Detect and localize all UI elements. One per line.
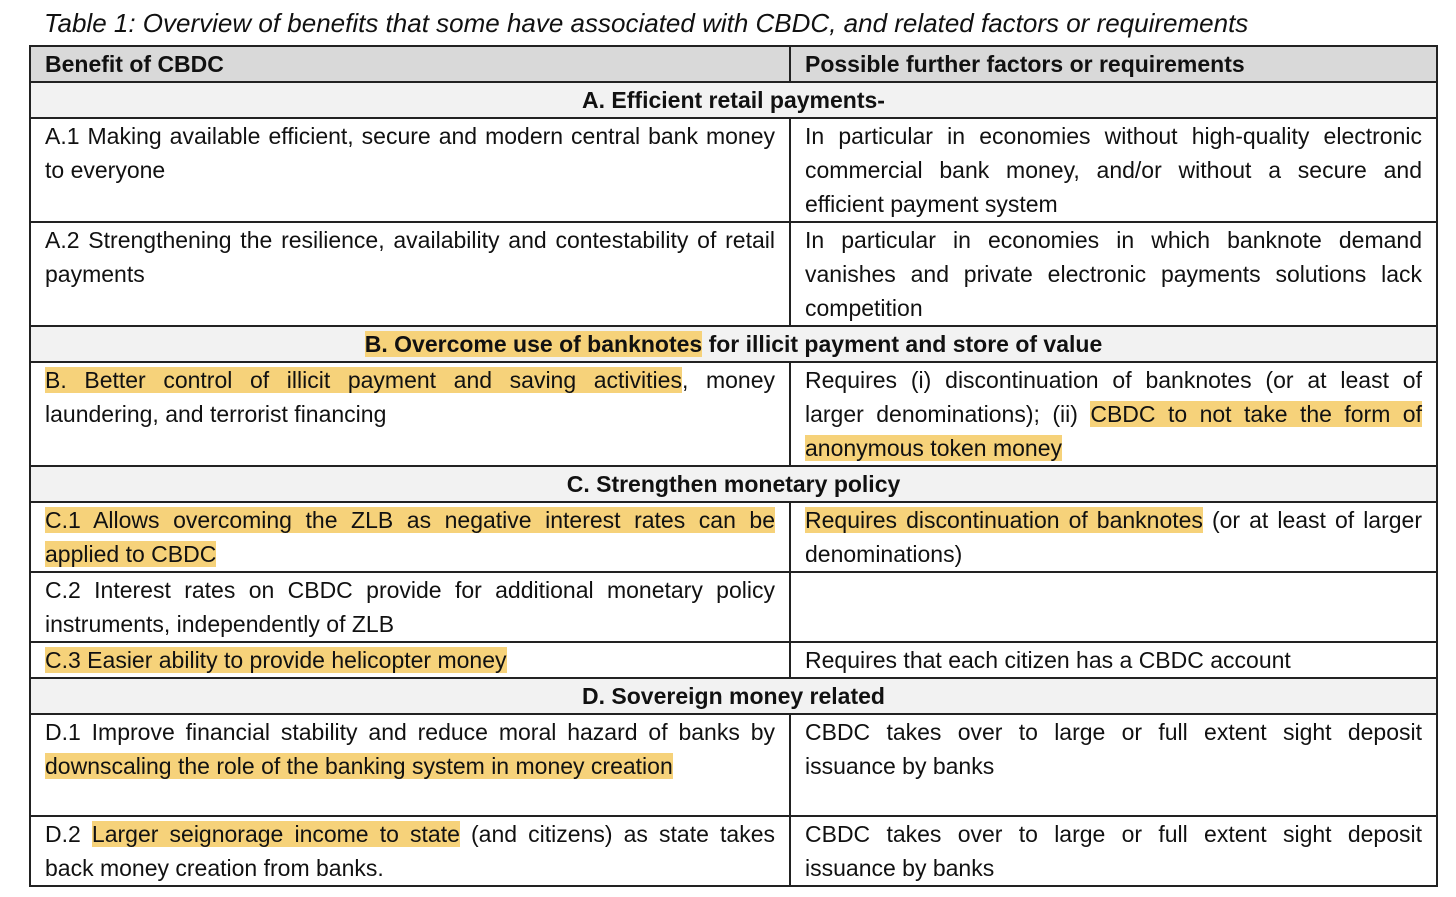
table-header-row [30, 46, 1437, 82]
header-benefit: Benefit of CBDC [30, 46, 790, 82]
highlight: downscaling the role of the banking system in money creation [45, 753, 673, 779]
highlight: C.1 Allows overcoming the ZLB as negative interest rates can be applied to CBDC [45, 507, 775, 567]
factor-cell: In particular in economies without high-quality electronic commercial bank money, and/or without a secure and efficient payment system [790, 118, 1437, 222]
table-row [30, 642, 1437, 678]
benefit-text: , money laundering, and terrorist financing [45, 367, 775, 427]
factor-text: (or at least of larger denominations) [805, 507, 1422, 567]
section-row-b [30, 326, 1437, 362]
benefit-cell: A.1 Making available efficient, secure and modern central bank money to everyone [30, 118, 790, 222]
benefit-cell: C.2 Interest rates on CBDC provide for additional monetary policy instruments, independently of ZLB [30, 572, 790, 642]
table-row [30, 714, 1437, 816]
factor-cell: CBDC takes over to large or full extent sight deposit issuance by banks [790, 714, 1437, 816]
highlight: Larger seignorage income to state [91, 821, 460, 847]
highlight: Requires discontinuation of banknotes [805, 507, 1203, 533]
factor-cell: In particular in economies in which banknote demand vanishes and private electronic payments solutions lack competition [790, 222, 1437, 326]
section-row-a [30, 82, 1437, 118]
benefit-cell [30, 642, 790, 678]
benefit-cell [30, 714, 790, 816]
header-factors: Possible further factors or requirements [790, 46, 1437, 82]
factor-cell: CBDC takes over to large or full extent sight deposit issuance by banks [790, 816, 1437, 886]
table-row [30, 572, 1437, 642]
section-row-d [30, 678, 1437, 714]
table-row [30, 502, 1437, 572]
benefit-text: D.1 Improve financial stability and reduce moral hazard of banks by [45, 719, 775, 745]
table-row [30, 222, 1437, 326]
section-title-d: D. Sovereign money related [30, 678, 1437, 714]
section-title-rest: for illicit payment and store of value [702, 331, 1103, 357]
table-row [30, 362, 1437, 466]
table-row [30, 816, 1437, 886]
highlight: CBDC to not take the form of anonymous token money [805, 401, 1422, 461]
benefit-cell: A.2 Strengthening the resilience, availability and contestability of retail payments [30, 222, 790, 326]
factor-cell [790, 572, 1437, 642]
section-title-c: C. Strengthen monetary policy [30, 466, 1437, 502]
benefits-table [29, 45, 1438, 887]
factor-text: Requires (i) discontinuation of banknotes (or at least of larger denominations); (ii) [805, 367, 1422, 427]
highlight: B. Overcome use of banknotes [364, 331, 703, 357]
table-row [30, 118, 1437, 222]
factor-cell: Requires that each citizen has a CBDC account [790, 642, 1437, 678]
factor-cell [790, 502, 1437, 572]
section-row-c [30, 466, 1437, 502]
benefit-cell [30, 502, 790, 572]
section-title-b [30, 326, 1437, 362]
benefit-text: D.2 [45, 821, 92, 847]
highlight: C.3 Easier ability to provide helicopter money [45, 647, 507, 673]
highlight: B. Better control of illicit payment and saving activities [45, 367, 682, 393]
benefit-cell [30, 816, 790, 886]
benefit-cell [30, 362, 790, 466]
table-caption: Table 1: Overview of benefits that some have associated with CBDC, and related factors or requirements [44, 8, 1249, 38]
section-title-a: A. Efficient retail payments- [30, 82, 1437, 118]
benefit-text: (and citizens) as state takes back money creation from banks. [45, 821, 776, 881]
factor-cell [790, 362, 1437, 466]
